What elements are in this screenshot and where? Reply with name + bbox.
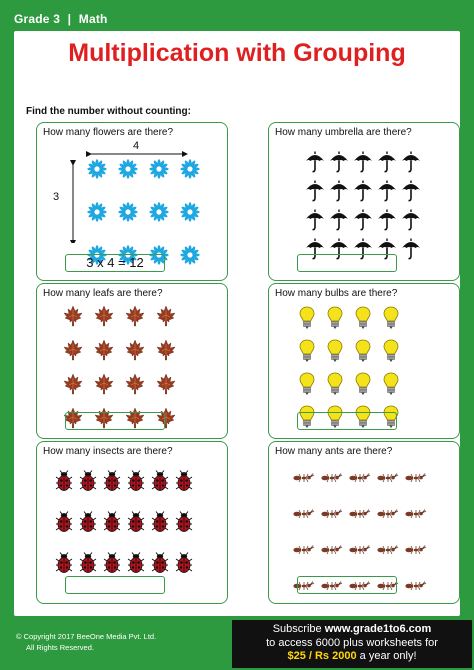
ant-icon [321, 470, 343, 488]
ant-icon [405, 506, 427, 524]
ant-icon [321, 542, 343, 560]
maple-leaf-icon [125, 340, 145, 366]
promo-suffix: a year only! [359, 650, 417, 662]
ladybug-icon [79, 470, 97, 497]
umbrella-icon [401, 238, 421, 265]
bulb-icon [383, 339, 399, 368]
maple-leaf-icon [94, 306, 114, 332]
bulb-icon [299, 306, 315, 335]
question-card [36, 283, 228, 439]
promo-line-3 [232, 650, 472, 664]
picture-group [55, 470, 193, 579]
worksheet [14, 31, 460, 616]
question-text: How many flowers are there? [43, 127, 174, 138]
ant-icon [377, 470, 399, 488]
bulb-icon [383, 306, 399, 335]
umbrella-icon [401, 180, 421, 207]
page-title: Multiplication with Grouping [68, 39, 406, 67]
ladybug-icon [127, 470, 145, 497]
maple-leaf-icon [63, 340, 83, 366]
maple-leaf-icon [125, 306, 145, 332]
subject-label: Math [78, 12, 108, 26]
bulb-icon [327, 339, 343, 368]
picture-group [305, 151, 421, 265]
promo-subscribe-text: Subscribe [272, 623, 322, 635]
question-card [36, 122, 228, 281]
promo-line-2: to access 6000 plus worksheets for [266, 636, 438, 649]
maple-leaf-icon [63, 374, 83, 400]
maple-leaf-icon [94, 374, 114, 400]
question-card [268, 122, 460, 281]
umbrella-icon [353, 209, 373, 236]
ladybug-icon [175, 470, 193, 497]
ant-icon [321, 506, 343, 524]
ladybug-icon [103, 552, 121, 579]
umbrella-icon [305, 151, 325, 178]
question-card [268, 283, 460, 439]
ladybug-icon [175, 552, 193, 579]
promo-site-link[interactable]: www.grade1to6.com [324, 623, 432, 635]
ant-icon [405, 578, 427, 596]
question-card [268, 441, 460, 604]
ladybug-icon [127, 511, 145, 538]
subscribe-banner[interactable] [232, 620, 472, 668]
copyright-block [16, 631, 156, 653]
ladybug-icon [151, 511, 169, 538]
rights-text: All Rights Reserved. [26, 643, 94, 652]
maple-leaf-icon [125, 374, 145, 400]
dimension-arrows [37, 123, 227, 243]
answer-box[interactable]: 3 x 4 = 12 [65, 254, 165, 272]
copyright-text: © Copyright 2017 BeeOne Media Pvt. Ltd. [16, 632, 157, 641]
instruction-text: Find the number without counting: [26, 106, 191, 117]
ant-icon [293, 470, 315, 488]
umbrella-icon [353, 151, 373, 178]
bulb-icon [299, 372, 315, 401]
grade-label: Grade 3 [14, 12, 61, 26]
question-text: How many ants are there? [275, 446, 393, 457]
bulb-icon [383, 372, 399, 401]
columns-count-label: 4 [133, 140, 140, 152]
maple-leaf-icon [156, 340, 176, 366]
ladybug-icon [79, 552, 97, 579]
ant-icon [405, 470, 427, 488]
ant-icon [377, 542, 399, 560]
ant-icon [349, 506, 371, 524]
promo-price: $25 / Rs 2000 [287, 650, 357, 662]
umbrella-icon [401, 151, 421, 178]
bulb-icon [355, 339, 371, 368]
ant-icon [405, 542, 427, 560]
ladybug-icon [151, 552, 169, 579]
umbrella-icon [353, 180, 373, 207]
bulb-icon [299, 339, 315, 368]
question-text: How many umbrella are there? [275, 127, 412, 138]
question-text: How many bulbs are there? [275, 288, 398, 299]
ladybug-icon [55, 552, 73, 579]
ladybug-icon [151, 470, 169, 497]
ladybug-icon [103, 511, 121, 538]
answer-box[interactable] [297, 412, 397, 430]
bulb-icon [355, 306, 371, 335]
ladybug-icon [55, 511, 73, 538]
flower-icon [180, 245, 200, 270]
tag-separator: | [67, 12, 72, 26]
answer-box[interactable] [65, 412, 165, 430]
maple-leaf-icon [156, 374, 176, 400]
bulb-icon [327, 306, 343, 335]
maple-leaf-icon [63, 306, 83, 332]
ladybug-icon [55, 470, 73, 497]
answer-box[interactable] [297, 254, 397, 272]
bulb-icon [327, 372, 343, 401]
question-text: How many insects are there? [43, 446, 173, 457]
maple-leaf-icon [94, 340, 114, 366]
rows-count-label: 3 [53, 191, 60, 203]
umbrella-icon [377, 209, 397, 236]
answer-box[interactable] [65, 576, 165, 594]
question-text: How many leafs are there? [43, 288, 163, 299]
question-card [36, 441, 228, 604]
ladybug-icon [127, 552, 145, 579]
umbrella-icon [377, 180, 397, 207]
maple-leaf-icon [156, 306, 176, 332]
ladybug-icon [79, 511, 97, 538]
umbrella-icon [329, 151, 349, 178]
grade-subject-tag [14, 9, 108, 29]
ladybug-icon [103, 470, 121, 497]
umbrella-icon [329, 209, 349, 236]
umbrella-icon [305, 180, 325, 207]
bulb-icon [355, 372, 371, 401]
ladybug-icon [175, 511, 193, 538]
umbrella-icon [305, 209, 325, 236]
umbrella-icon [401, 209, 421, 236]
ant-icon [349, 470, 371, 488]
ant-icon [293, 506, 315, 524]
answer-box[interactable] [297, 576, 397, 594]
ant-icon [349, 542, 371, 560]
promo-line-1 [232, 623, 472, 637]
ant-icon [377, 506, 399, 524]
ant-icon [293, 542, 315, 560]
umbrella-icon [329, 180, 349, 207]
umbrella-icon [377, 151, 397, 178]
